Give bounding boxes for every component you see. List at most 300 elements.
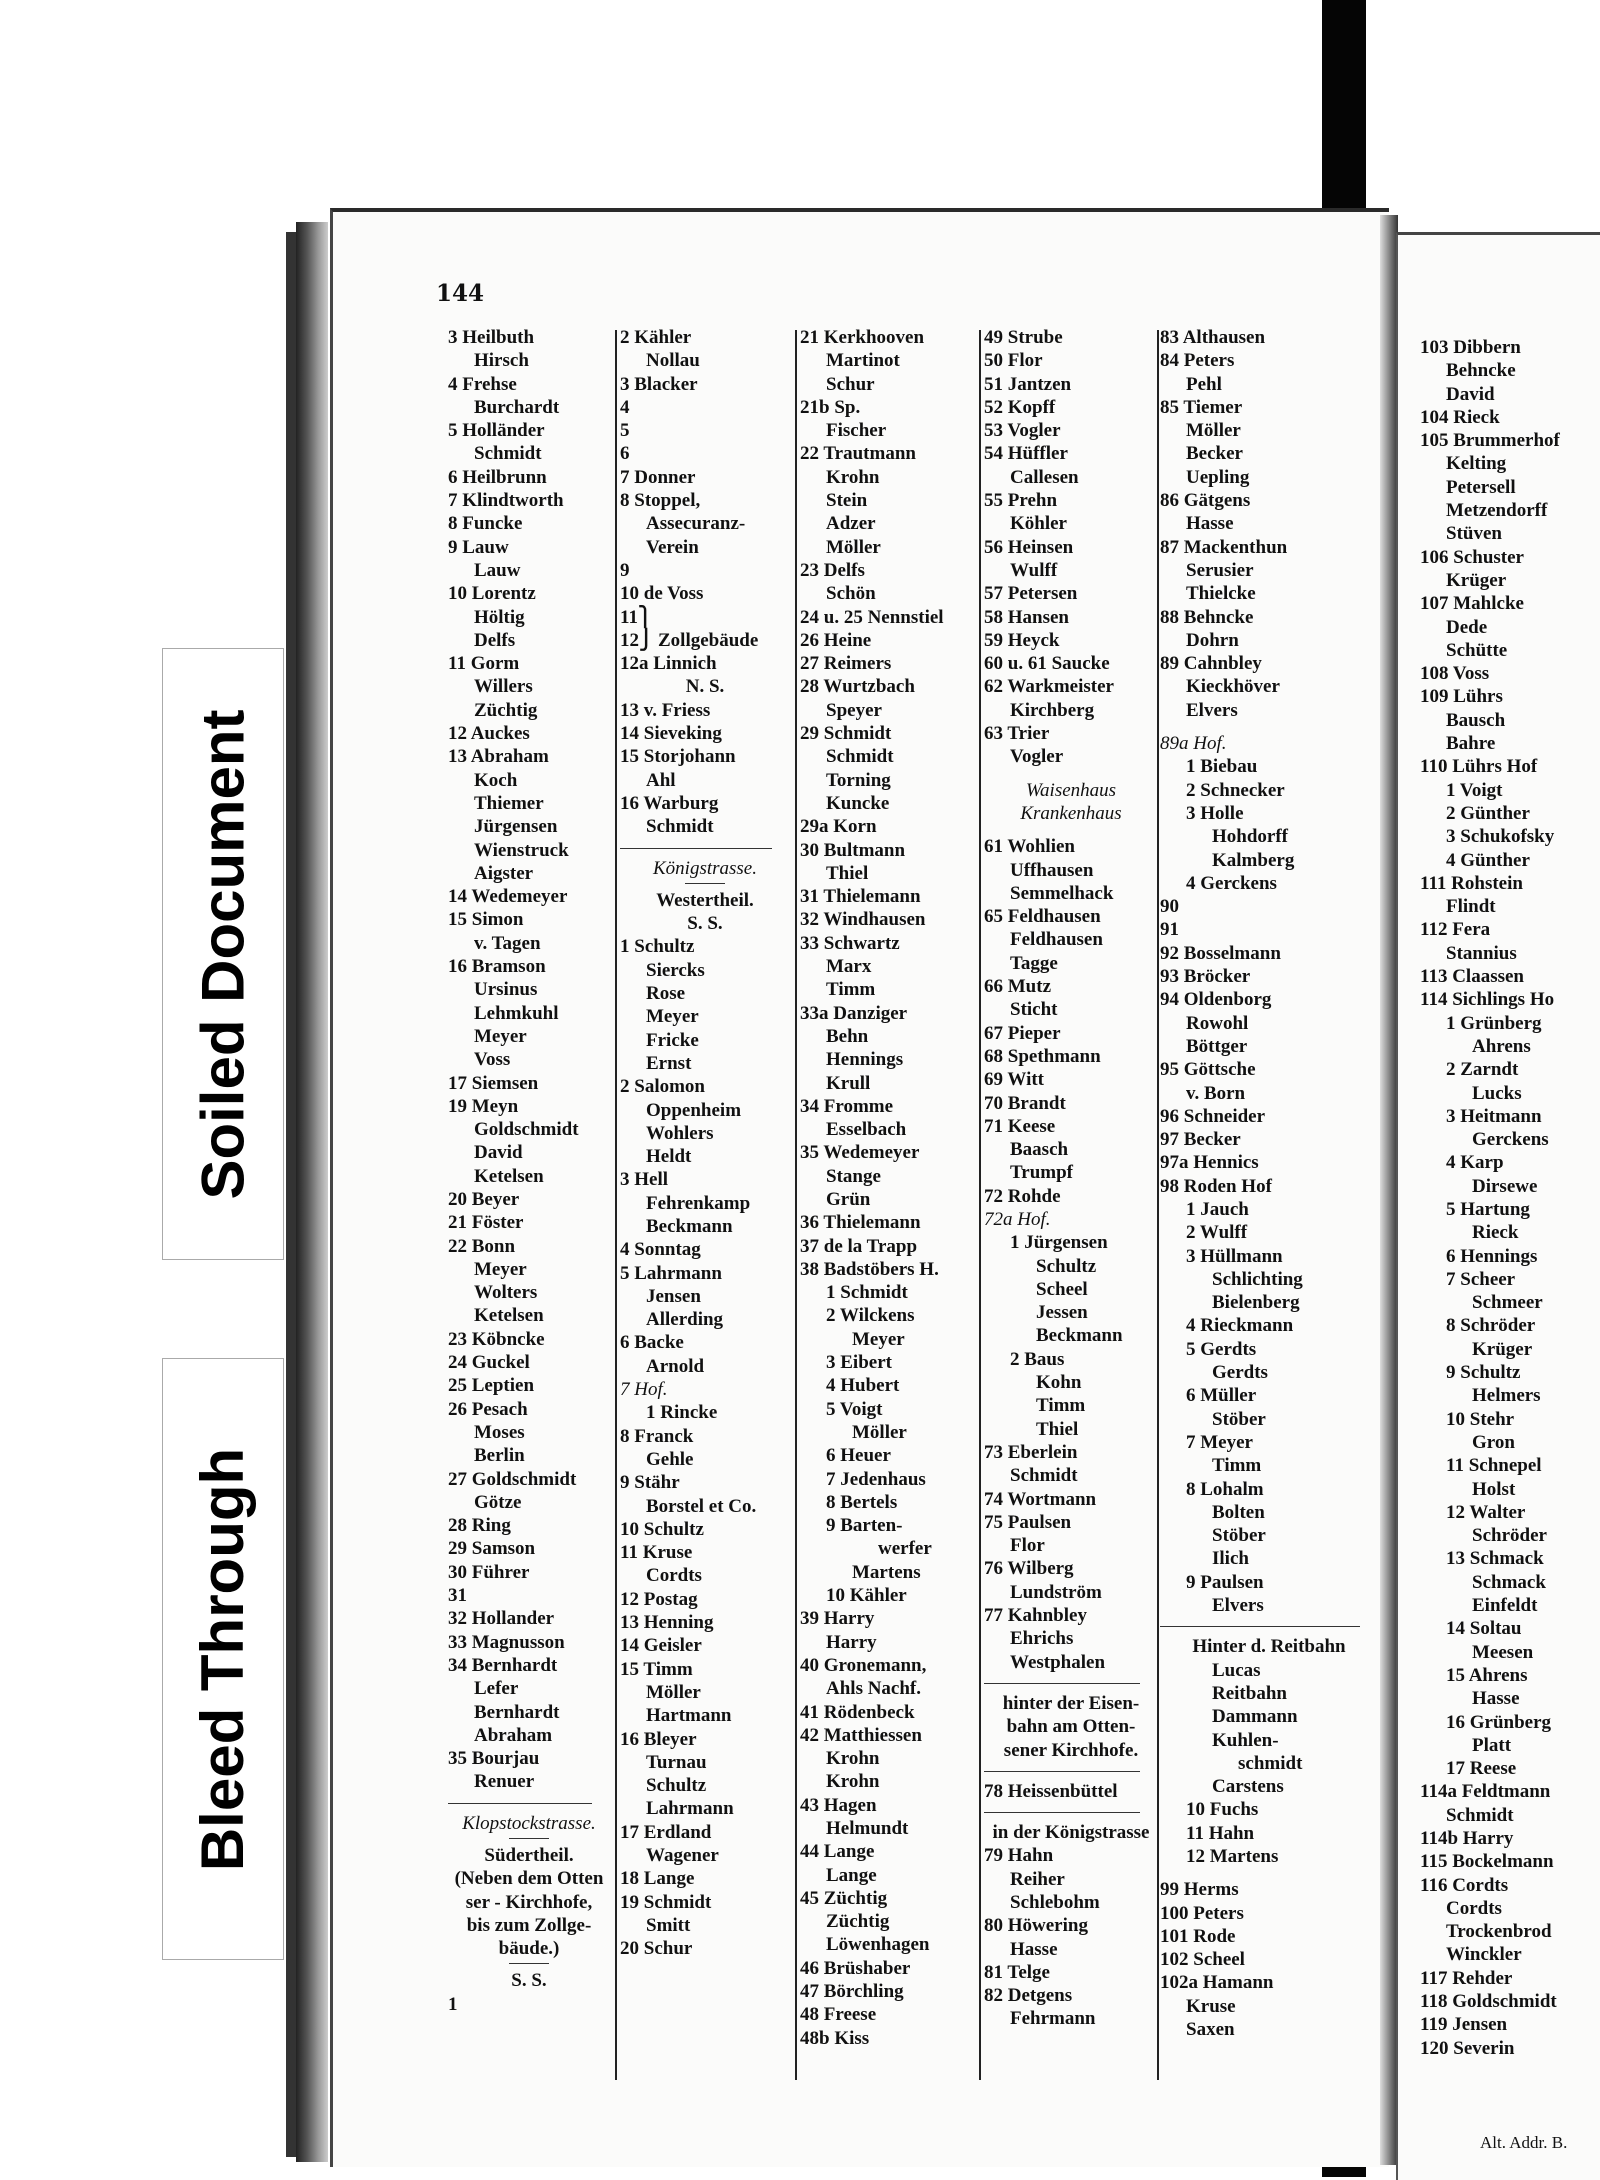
directory-entry: Krull (826, 1072, 871, 1094)
section-divider (620, 848, 772, 849)
directory-entry: Gehle (646, 1448, 694, 1470)
directory-entry: 24 Guckel (448, 1352, 530, 1374)
section-heading: in der Königstrasse (992, 1822, 1150, 1844)
directory-entry: 6 Backe (620, 1332, 684, 1354)
directory-entry: 1 Schmidt (826, 1282, 908, 1304)
directory-entry: 17 Erdland (620, 1821, 712, 1843)
directory-entry: Oppenheim (646, 1099, 742, 1121)
directory-entry: 39 Harry (800, 1608, 875, 1630)
directory-entry: 90 (1160, 896, 1179, 918)
directory-entry: 38 Badstöbers H. (800, 1258, 939, 1280)
directory-entry: 12a Linnich (620, 653, 717, 675)
directory-entry: Schmidt (826, 746, 894, 768)
directory-entry: Kalmberg (1212, 849, 1295, 871)
directory-entry: 89 Cahnbley (1160, 653, 1262, 675)
directory-entry: v. Tagen (474, 932, 541, 954)
directory-entry: 113 Claassen (1420, 966, 1524, 988)
directory-entry: 17 Reese (1446, 1758, 1517, 1780)
directory-entry: 5 Lahrmann (620, 1262, 722, 1284)
spacer (984, 769, 1158, 779)
directory-entry: 12 Walter (1446, 1501, 1526, 1523)
directory-entry: 59 Heyck (984, 629, 1060, 651)
section-divider (984, 1683, 1140, 1684)
directory-entry: Kohn (1036, 1372, 1082, 1394)
directory-entry: 9 Paulsen (1186, 1571, 1264, 1593)
directory-entry: 8 Lohalm (1186, 1478, 1264, 1500)
directory-entry: 114 Sichlings Ho (1420, 989, 1555, 1011)
directory-entry: Arnold (646, 1355, 705, 1377)
directory-entry: 27 Reimers (800, 653, 892, 675)
directory-entry: 111 Rohstein (1420, 872, 1523, 894)
directory-entry: Schröder (1472, 1525, 1547, 1547)
directory-entry: Hennings (826, 1049, 904, 1071)
section-heading: bahn am Otten- (1006, 1716, 1136, 1738)
page-footer: Alt. Addr. B. (1480, 2133, 1568, 2152)
directory-entry: 47 Börchling (800, 1981, 904, 2003)
directory-entry: 71 Keese (984, 1115, 1056, 1137)
directory-entry: Fricke (646, 1029, 699, 1051)
directory-entry: 79 Hahn (984, 1845, 1054, 1867)
directory-entry: Schultz (1036, 1255, 1097, 1277)
directory-entry: Thiemer (474, 792, 544, 814)
directory-entry: Rieck (1472, 1222, 1519, 1244)
directory-entry: Kieckhöver (1186, 676, 1280, 698)
directory-entry: Martinot (826, 350, 900, 372)
directory-entry: 15 Simon (448, 909, 524, 931)
directory-entry: 100 Peters (1160, 1902, 1244, 1924)
directory-entry: 14 Sieveking (620, 723, 722, 745)
directory-entry: 23 Köbncke (448, 1328, 545, 1350)
directory-entry: 26 Pesach (448, 1398, 528, 1420)
directory-entry: Smitt (646, 1914, 691, 1936)
directory-entry: Burchardt (474, 396, 560, 418)
directory-entry: Höltig (474, 606, 525, 628)
directory-column-2 (620, 326, 790, 1960)
directory-entry: 81 Telge (984, 1961, 1050, 1983)
section-heading: (Neben dem Otten (454, 1868, 604, 1890)
directory-entry: 52 Kopff (984, 396, 1056, 418)
directory-entry: Becker (1186, 443, 1243, 465)
directory-entry: 13 Henning (620, 1612, 714, 1634)
directory-entry: 27 Goldschmidt (448, 1468, 577, 1490)
directory-entry: Schlichting (1212, 1268, 1303, 1290)
directory-entry: Stange (826, 1165, 881, 1187)
column-rule (795, 330, 797, 2080)
directory-entry: 3 Heitmann (1446, 1105, 1542, 1127)
directory-entry: 29a Korn (800, 816, 877, 838)
directory-entry: Götze (474, 1491, 522, 1513)
directory-entry: Verein (646, 536, 699, 558)
directory-entry: Meyer (474, 1025, 527, 1047)
section-heading: bis zum Zollge- (466, 1914, 592, 1936)
directory-entry: 11⎫ (620, 606, 653, 628)
directory-entry: 74 Wortmann (984, 1488, 1097, 1510)
directory-entry: Kirchberg (1010, 699, 1095, 721)
soiled-document-label: Soiled Document (189, 708, 257, 1200)
directory-entry: 11 Gorm (448, 653, 520, 675)
directory-entry: 13 v. Friess (620, 699, 711, 721)
directory-entry: 10 Schultz (620, 1518, 704, 1540)
directory-entry: Carstens (1212, 1776, 1284, 1798)
directory-entry: 23 Delfs (800, 559, 865, 581)
directory-entry: Petersell (1446, 476, 1516, 498)
directory-entry: 106 Schuster (1420, 546, 1524, 568)
directory-entry: Serusier (1186, 559, 1254, 581)
directory-entry: 1 Schultz (620, 936, 695, 958)
directory-entry: 28 Wurtzbach (800, 676, 915, 698)
directory-entry: 48b Kiss (800, 2027, 870, 2049)
directory-entry: 1 Rincke (646, 1402, 718, 1424)
directory-entry: Dede (1446, 616, 1488, 638)
directory-entry: 12⎭ Zollgebäude (620, 629, 759, 651)
directory-entry: 62 Warkmeister (984, 676, 1114, 698)
directory-entry: Heldt (646, 1146, 692, 1168)
directory-entry: Lange (826, 1864, 877, 1886)
directory-entry: 86 Gätgens (1160, 490, 1251, 512)
directory-entry: Turnau (646, 1751, 707, 1773)
directory-entry: 83 Althausen (1160, 327, 1266, 348)
directory-entry: 7 Donner (620, 466, 696, 488)
directory-entry: Fehrmann (1010, 2008, 1096, 2030)
directory-entry: 5 Holländer (448, 420, 545, 442)
directory-entry: 107 Mahlcke (1420, 593, 1524, 615)
directory-entry: 42 Matthiessen (800, 1724, 922, 1746)
directory-entry: 103 Dibbern (1420, 337, 1521, 358)
directory-entry: Möller (1186, 420, 1241, 442)
directory-entry: 92 Bosselmann (1160, 942, 1281, 964)
directory-entry: Ernst (646, 1052, 692, 1074)
directory-entry: 4 (620, 396, 630, 418)
directory-entry: 117 Rehder (1420, 1967, 1513, 1989)
directory-entry: Fischer (826, 420, 887, 442)
directory-entry: 53 Vogler (984, 420, 1061, 442)
directory-entry: Beckmann (646, 1215, 733, 1237)
directory-entry: Stannius (1446, 942, 1517, 964)
directory-entry: 102a Hamann (1160, 1972, 1274, 1994)
directory-entry: Lahrmann (646, 1798, 734, 1820)
directory-entry: Krohn (826, 1748, 880, 1770)
directory-entry: 7 Meyer (1186, 1431, 1253, 1453)
directory-entry: v. Born (1186, 1082, 1246, 1104)
column-rule (615, 330, 617, 2080)
directory-entry: Reitbahn (1212, 1682, 1287, 1704)
directory-entry: 20 Schur (620, 1938, 693, 1960)
directory-entry: Dirsewe (1472, 1175, 1538, 1197)
directory-entry: Wohlers (646, 1122, 714, 1144)
directory-entry: Lehmkuhl (474, 1002, 559, 1024)
directory-entry: 60 u. 61 Saucke (984, 653, 1110, 675)
directory-entry: 33 Schwartz (800, 932, 900, 954)
directory-entry: Bielenberg (1212, 1292, 1300, 1314)
directory-entry: Lucks (1472, 1082, 1522, 1104)
directory-entry: 9 (620, 559, 630, 581)
directory-entry: Berlin (474, 1445, 525, 1467)
section-heading: Krankenhaus (1020, 802, 1122, 824)
directory-entry: Jessen (1036, 1302, 1088, 1324)
directory-entry: Hasse (1472, 1688, 1520, 1710)
directory-entry: Callesen (1010, 466, 1079, 488)
directory-entry: Stöber (1212, 1408, 1266, 1430)
page-number: 144 (436, 280, 485, 307)
directory-entry: Schmidt (1010, 1465, 1078, 1487)
directory-entry: 44 Lange (800, 1841, 875, 1863)
section-heading: bäude.) (498, 1938, 560, 1960)
directory-entry: schmidt (1238, 1752, 1303, 1774)
directory-entry: Torning (826, 769, 891, 791)
directory-entry: 84 Peters (1160, 350, 1235, 372)
directory-entry: Lucas (1212, 1659, 1261, 1681)
directory-entry: 4 Rieckmann (1186, 1315, 1294, 1337)
directory-entry: 96 Schneider (1160, 1105, 1266, 1127)
directory-entry: Möller (646, 1681, 701, 1703)
directory-entry: 61 Wohlien (984, 836, 1075, 858)
directory-entry: 85 Tiemer (1160, 396, 1243, 418)
directory-entry: 7 Klindtworth (448, 490, 564, 512)
directory-entry: 1 Voigt (1446, 779, 1503, 801)
directory-entry: Schmeer (1472, 1292, 1543, 1314)
directory-entry: David (1446, 383, 1495, 405)
directory-entry: David (474, 1142, 523, 1164)
directory-entry: 2 Wilckens (826, 1305, 915, 1327)
directory-entry: Züchtig (474, 699, 538, 721)
directory-entry: Schön (826, 583, 876, 605)
directory-entry: 22 Bonn (448, 1235, 516, 1257)
directory-entry: 2 Salomon (620, 1076, 705, 1098)
directory-entry: Thielcke (1186, 583, 1256, 605)
directory-entry: Hirsch (474, 350, 529, 372)
directory-entry: 94 Oldenborg (1160, 989, 1272, 1011)
bleed-through-tag (162, 1358, 284, 1960)
directory-entry: 70 Brandt (984, 1092, 1066, 1114)
directory-entry: Timm (826, 979, 876, 1001)
directory-entry: 57 Petersen (984, 583, 1078, 605)
directory-entry: Schultz (646, 1775, 707, 1797)
directory-entry: 77 Kahnbley (984, 1605, 1087, 1627)
directory-entry: 101 Rode (1160, 1925, 1236, 1947)
short-divider (685, 883, 725, 884)
directory-entry: Wulff (1010, 559, 1058, 581)
directory-entry: Behn (826, 1025, 869, 1047)
directory-entry: 33 Magnusson (448, 1631, 565, 1653)
directory-entry: Abraham (474, 1724, 553, 1746)
directory-entry: Cordts (646, 1565, 702, 1587)
directory-entry: 109 Lührs (1420, 686, 1503, 708)
directory-entry: Bolten (1212, 1501, 1265, 1523)
directory-entry: 8 Funcke (448, 513, 523, 535)
directory-entry: 116 Cordts (1420, 1874, 1509, 1896)
directory-entry: 98 Roden Hof (1160, 1175, 1272, 1197)
directory-entry: 17 Siemsen (448, 1072, 539, 1094)
directory-entry: Stöber (1212, 1525, 1266, 1547)
directory-entry: Borstel et Co. (646, 1495, 757, 1517)
directory-entry: Meyer (646, 1006, 699, 1028)
directory-entry: Gron (1472, 1431, 1515, 1453)
directory-entry: Delfs (474, 629, 516, 651)
book-binding (296, 222, 328, 2162)
directory-entry: Holst (1472, 1478, 1516, 1500)
directory-entry: 10 Stehr (1446, 1408, 1515, 1430)
directory-entry: 26 Heine (800, 629, 872, 651)
directory-entry: Siercks (646, 959, 705, 981)
section-heading: Südertheil. (484, 1845, 574, 1866)
directory-entry: 10 de Voss (620, 583, 704, 605)
directory-entry: Harry (826, 1631, 877, 1653)
directory-entry: 2 Schnecker (1186, 779, 1285, 801)
directory-entry: 13 Schmack (1446, 1548, 1544, 1570)
directory-entry: 97a Hennics (1160, 1152, 1259, 1174)
directory-entry: Sticht (1010, 999, 1058, 1021)
directory-entry: 93 Bröcker (1160, 966, 1251, 988)
directory-entry: 105 Brummerhof (1420, 430, 1560, 452)
directory-entry: Böttger (1186, 1035, 1248, 1057)
directory-entry: 43 Hagen (800, 1794, 877, 1816)
directory-entry: 72a Hof. (984, 1208, 1051, 1230)
directory-entry: 95 Göttsche (1160, 1059, 1256, 1081)
directory-entry: Bahre (1446, 733, 1496, 755)
directory-entry: Meyer (852, 1328, 905, 1350)
directory-entry: Löwenhagen (826, 1934, 930, 1956)
directory-entry: Stein (826, 490, 868, 512)
directory-entry: Marx (826, 956, 872, 978)
directory-entry: 10 Fuchs (1186, 1799, 1259, 1821)
directory-entry: Fehrenkamp (646, 1192, 751, 1214)
directory-entry: Ehrichs (1010, 1628, 1074, 1650)
directory-entry: 21b Sp. (800, 396, 861, 418)
section-heading: S. S. (511, 1970, 547, 1992)
directory-entry: 97 Becker (1160, 1129, 1241, 1151)
directory-entry: Kuncke (826, 792, 890, 814)
directory-entry: werfer (878, 1538, 932, 1560)
directory-entry: 102 Scheel (1160, 1949, 1245, 1971)
directory-entry: Saxen (1186, 2019, 1235, 2041)
directory-entry: 76 Wilberg (984, 1558, 1074, 1580)
directory-entry: 1 Grünberg (1446, 1012, 1542, 1034)
directory-entry: 12 Auckes (448, 723, 530, 745)
directory-entry: 10 Kähler (826, 1585, 907, 1607)
directory-entry: 12 Postag (620, 1588, 698, 1610)
directory-entry: 40 Gronemann, (800, 1654, 927, 1676)
directory-entry: 12 Martens (1186, 1846, 1279, 1867)
directory-entry: 54 Hüffler (984, 443, 1068, 465)
directory-entry: Schmidt (646, 816, 714, 838)
directory-entry: 2 Kähler (620, 327, 692, 348)
directory-entry: 3 Hell (620, 1169, 669, 1191)
directory-entry: Thiel (826, 862, 869, 884)
directory-entry: Lefer (474, 1678, 519, 1700)
directory-entry: 7 Hof. (620, 1379, 668, 1401)
directory-entry: 9 Schultz (1446, 1362, 1521, 1384)
directory-entry: Ketelsen (474, 1305, 544, 1327)
directory-entry: 34 Bernhardt (448, 1654, 558, 1676)
directory-entry: 4 Günther (1446, 849, 1530, 871)
directory-column-6 (1420, 336, 1600, 2060)
section-heading: ser - Kirchhofe, (465, 1891, 593, 1913)
directory-entry: 22 Trautmann (800, 443, 916, 465)
directory-entry: Krohn (826, 1771, 880, 1793)
section-divider (1160, 1626, 1360, 1627)
directory-entry: 31 Thielemann (800, 886, 921, 908)
directory-column-4 (984, 326, 1158, 2031)
directory-entry: 114b Harry (1420, 1828, 1514, 1849)
spacer (1160, 722, 1378, 732)
directory-entry: 16 Bleyer (620, 1728, 697, 1750)
directory-entry: 1 Biebau (1186, 756, 1258, 778)
directory-entry: Moses (474, 1421, 525, 1443)
directory-entry: 9 Barten- (826, 1515, 903, 1537)
directory-entry: 9 Lauw (448, 536, 509, 558)
directory-entry: Krüger (1446, 569, 1507, 591)
directory-entry: Möller (826, 536, 881, 558)
directory-entry: Renuer (474, 1771, 535, 1793)
directory-column-3 (800, 326, 978, 2050)
directory-entry: Bernhardt (474, 1701, 560, 1723)
directory-entry: Köhler (1010, 513, 1067, 535)
directory-entry: 5 Voigt (826, 1398, 883, 1420)
directory-entry: 88 Behncke (1160, 606, 1254, 628)
directory-entry: 32 Windhausen (800, 909, 926, 931)
directory-entry: 6 Heilbrunn (448, 466, 547, 488)
directory-entry: Dohrn (1186, 629, 1239, 651)
directory-entry: 4 Gerckens (1186, 872, 1277, 894)
directory-entry: 11 Hahn (1186, 1822, 1255, 1844)
soiled-document-tag (162, 648, 284, 1260)
directory-entry: 4 Sonntag (620, 1239, 701, 1261)
directory-entry: 2 Zarndt (1446, 1059, 1519, 1081)
directory-entry: Wienstruck (474, 839, 569, 861)
directory-entry: 89a Hof. (1160, 733, 1227, 755)
directory-entry: Reiher (1010, 1868, 1065, 1890)
directory-entry: 3 Hüllmann (1186, 1245, 1283, 1267)
directory-entry: 3 Blacker (620, 373, 698, 395)
directory-entry: 24 u. 25 Nennstiel (800, 606, 944, 628)
directory-entry: 7 Jedenhaus (826, 1468, 926, 1490)
directory-entry: 4 Karp (1446, 1152, 1504, 1174)
directory-entry: Winckler (1446, 1944, 1522, 1966)
directory-entry: Lauw (474, 559, 521, 581)
directory-entry: 34 Fromme (800, 1095, 894, 1117)
directory-entry: 21 Föster (448, 1212, 524, 1234)
directory-entry: 115 Bockelmann (1420, 1851, 1554, 1873)
directory-entry: 3 Eibert (826, 1352, 892, 1374)
directory-entry: Schur (826, 373, 875, 395)
directory-entry: 16 Grünberg (1446, 1711, 1552, 1733)
directory-entry: 19 Meyn (448, 1095, 519, 1117)
directory-entry: 16 Bramson (448, 956, 546, 978)
directory-entry: 5 (620, 420, 630, 442)
directory-entry: 6 Müller (1186, 1385, 1257, 1407)
directory-entry: Ursinus (474, 979, 538, 1001)
directory-entry: Metzendorff (1446, 500, 1548, 522)
directory-entry: Schlebohm (1010, 1892, 1100, 1913)
section-heading: Waisenhaus (1025, 779, 1117, 801)
directory-entry: Gerdts (1212, 1362, 1268, 1384)
directory-entry: 58 Hansen (984, 606, 1069, 628)
directory-entry: 35 Wedemeyer (800, 1142, 920, 1164)
section-heading: hinter der Eisen- (1002, 1692, 1140, 1714)
directory-entry: Trumpf (1010, 1162, 1073, 1184)
directory-entry: 2 Günther (1446, 802, 1530, 824)
directory-entry: 56 Heinsen (984, 536, 1074, 558)
directory-entry: 1 Jauch (1186, 1198, 1249, 1220)
directory-entry: Flindt (1446, 896, 1496, 918)
directory-entry: 118 Goldschmidt (1420, 1991, 1557, 2013)
directory-entry: 36 Thielemann (800, 1212, 921, 1234)
directory-entry: Goldschmidt (474, 1119, 579, 1141)
directory-entry: Uffhausen (1010, 859, 1094, 881)
directory-entry: Flor (1010, 1535, 1045, 1557)
directory-entry: 35 Bourjau (448, 1748, 540, 1770)
directory-entry: Meesen (1472, 1641, 1534, 1663)
